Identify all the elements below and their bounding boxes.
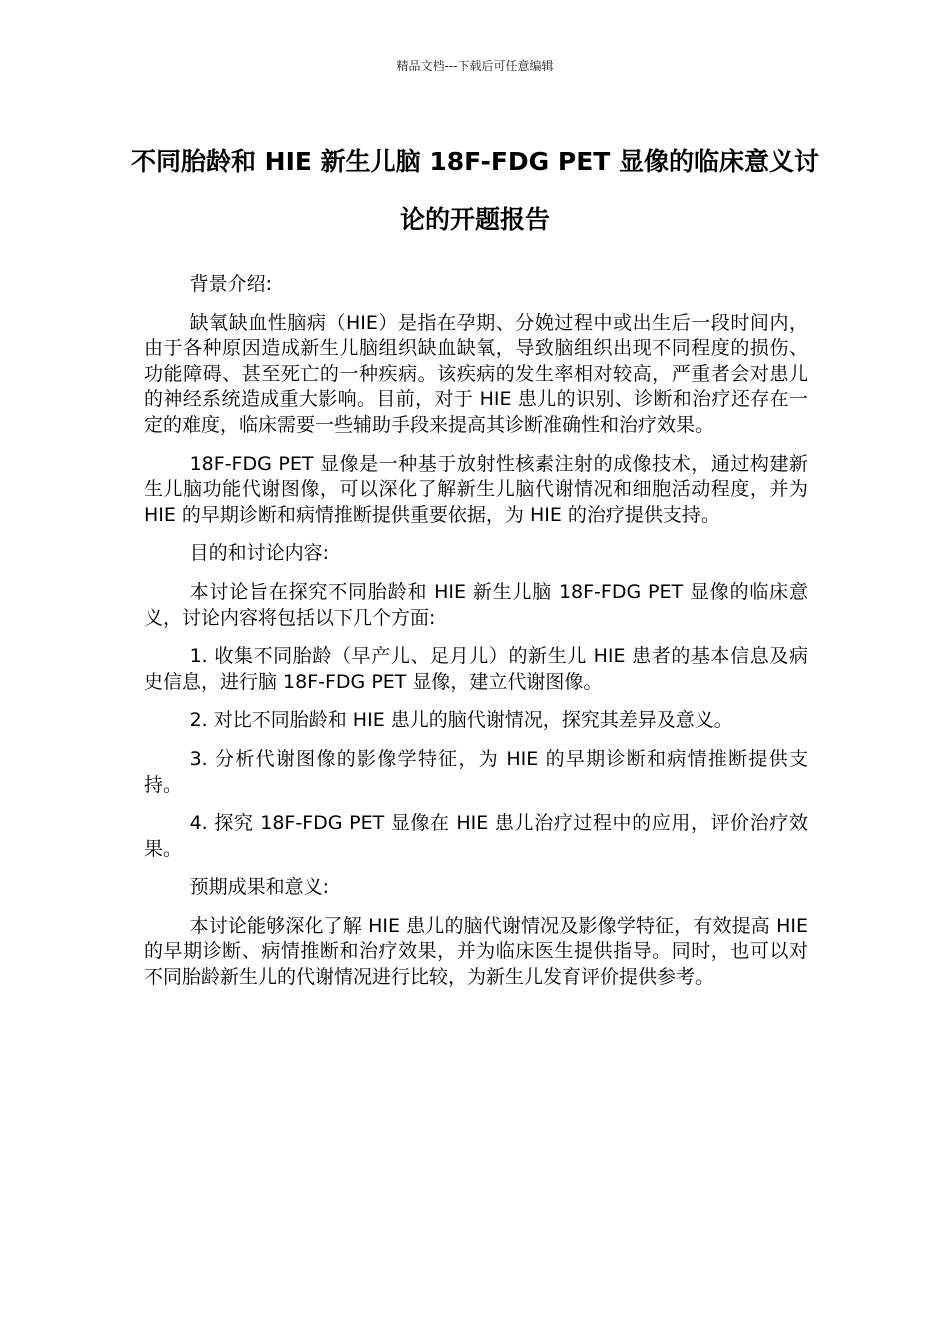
paragraph-pet-imaging: 18F-FDG PET 显像是一种基于放射性核素注射的成像技术，通过构建新生儿脑功能代谢图像，可以深化了解新生儿脑代谢情况和细胞活动程度，并为 HIE 的早期诊断和病情推断提供重要依据，为 HIE 的治疗提供支持。 [144, 452, 808, 526]
paragraph-hie-definition: 缺氧缺血性脑病（HIE）是指在孕期、分娩过程中或出生后一段时间内，由于各种原因造成新生儿脑组织缺血缺氧，导致脑组织出现不同程度的损伤、功能障碍、甚至死亡的一种疾病。该疾病的发生率相对较高，严重者会对患儿的神经系统造成重大影响。目前，对于 HIE 患儿的识别、诊断和治疗还存在一定的难度，临床需要一些辅助手段来提高其诊断准确性和治疗效果。 [144, 311, 808, 436]
paragraph-outcomes: 本讨论能够深化了解 HIE 患儿的脑代谢情况及影像学特征，有效提高 HIE 的早期诊断、病情推断和治疗效果，并为临床医生提供指导。同时，也可以对不同胎龄新生儿的代谢情况进行比较，为新生儿发育评价提供参考。 [144, 914, 808, 989]
section-heading-outcomes: 预期成果和意义: [189, 876, 329, 899]
list-item-4: 4. 探究 18F-FDG PET 显像在 HIE 患儿治疗过程中的应用，评价治疗效果。 [144, 812, 808, 860]
list-item-3: 3. 分析代谢图像的影像学特征，为 HIE 的早期诊断和病情推断提供支持。 [144, 747, 808, 796]
list-item-2: 2. 对比不同胎龄和 HIE 患儿的脑代谢情况，探究其差异及意义。 [189, 709, 733, 732]
section-heading-background: 背景介绍: [189, 273, 272, 295]
document-title: 不同胎龄和 HIE 新生儿脑 18F-FDG PET 显像的临床意义讨论的开题报告 [130, 147, 820, 234]
section-heading-purpose: 目的和讨论内容: [189, 542, 329, 565]
paragraph-purpose-intro: 本讨论旨在探究不同胎龄和 HIE 新生儿脑 18F-FDG PET 显像的临床意义，讨论内容将包括以下几个方面: [144, 580, 808, 629]
header-note: 精品文档---下载后可任意编辑 [396, 59, 554, 73]
document-body [144, 272, 808, 1004]
list-item-1: 1. 收集不同胎龄（早产儿、足月儿）的新生儿 HIE 患者的基本信息及病史信息，进行脑 18F-FDG PET 显像，建立代谢图像。 [144, 645, 808, 693]
